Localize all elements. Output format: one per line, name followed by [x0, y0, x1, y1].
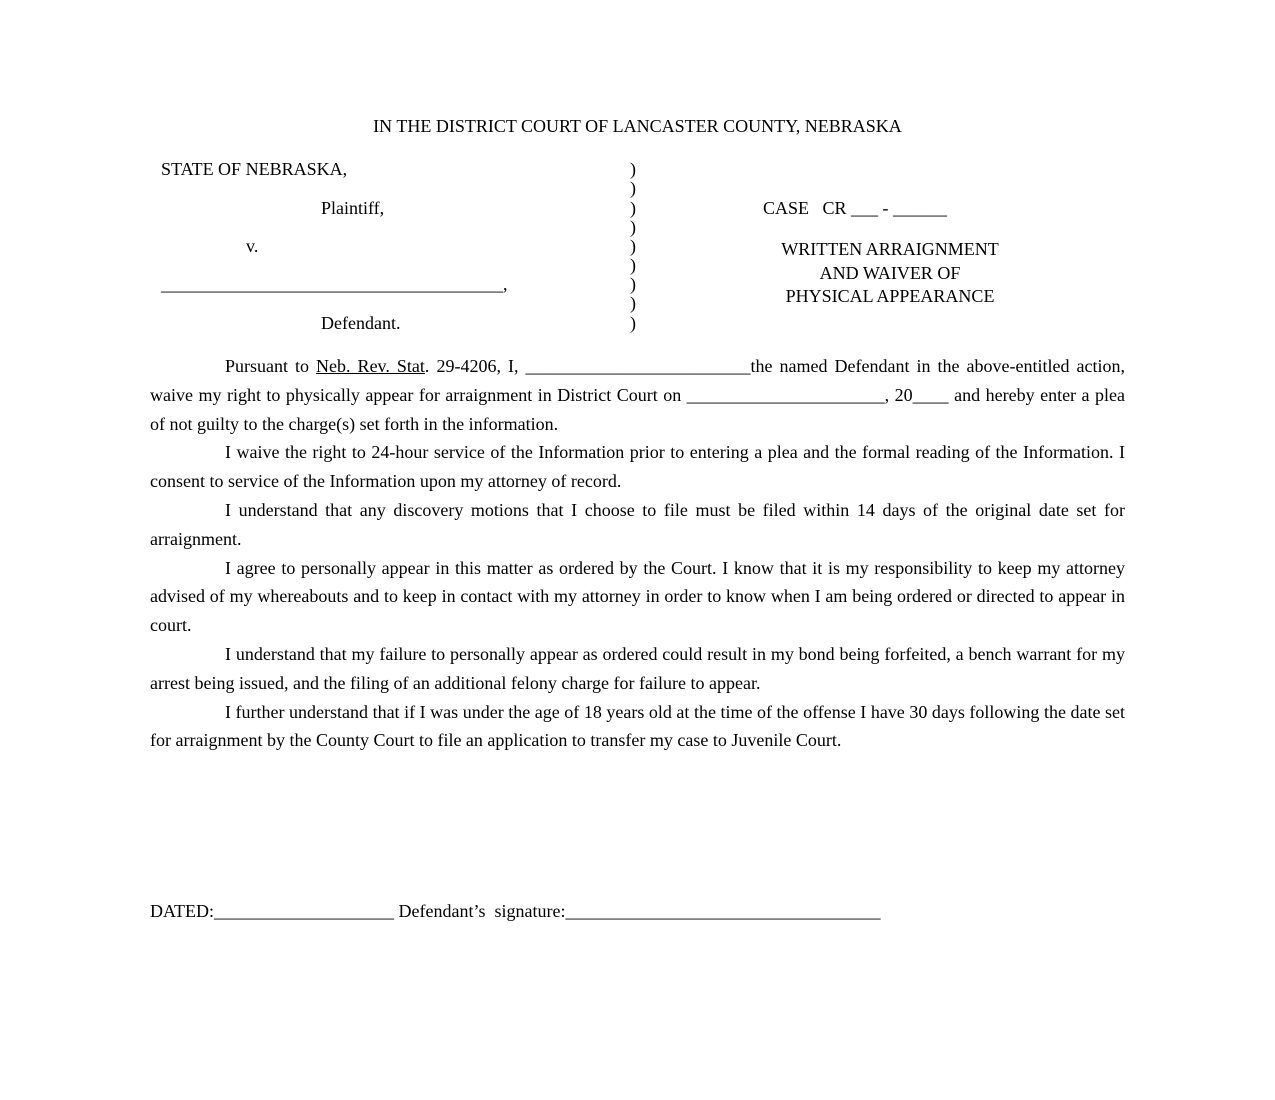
document-title-line: AND WAIVER OF: [819, 263, 961, 283]
paragraph-statute: [150, 352, 1125, 438]
caption-paren: ): [630, 293, 636, 313]
court-title: IN THE DISTRICT COURT OF LANCASTER COUNTY, NEBRASKA: [373, 116, 902, 136]
caption-defendant-label: Defendant.: [321, 313, 401, 333]
caption-paren: ): [630, 198, 636, 218]
caption-plaintiff-party: STATE OF NEBRASKA,: [161, 159, 348, 179]
paragraph-juvenile-transfer: I further understand that if I was under the age of 18 years old at the time of the offense I have 30 days following the date set for arraignment by the County Court to file an application to transfer my case to Juvenile Court.: [150, 701, 1125, 751]
body-text: [150, 352, 1125, 755]
paragraph-service-waiver: I waive the right to 24-hour service of the Information prior to entering a plea and the formal reading of the Information. I consent to service of the Information upon my attorney of record.: [150, 442, 1125, 492]
paragraph-text: . 29-4206, I, _________________________the named Defendant in the above-entitled action, waive my right to physically appear for arraignment in District Court on ______________________, 20____ and hereby enter a plea of not guilty to the charge(s) set forth in the information.: [150, 356, 1125, 434]
signature-line: DATED:____________________ Defendant’s signature:___________________________________: [150, 901, 881, 921]
caption-paren: ): [630, 236, 636, 256]
document-title-line: WRITTEN ARRAIGNMENT: [781, 239, 999, 259]
caption-paren: ): [630, 255, 636, 275]
paragraph-discovery: I understand that any discovery motions that I choose to file must be filed within 14 days of the original date set for arraignment.: [150, 499, 1125, 549]
caption-paren: ): [630, 313, 636, 333]
document-title-line: PHYSICAL APPEARANCE: [785, 286, 995, 306]
caption-paren: ): [630, 159, 636, 179]
caption-paren: ): [630, 217, 636, 237]
caption-paren: ): [630, 178, 636, 198]
case-number: CASE CR ___ - ______: [763, 198, 948, 218]
caption-plaintiff-label: Plaintiff,: [321, 198, 385, 218]
paragraph-appearance: I agree to personally appear in this matter as ordered by the Court. I know that it is my responsibility to keep my attorney advised of my whereabouts and to keep in contact with my attorney in order to know when I am being ordered or directed to appear in court.: [150, 557, 1125, 636]
caption-defendant-name-blank: ______________________________________,: [161, 274, 508, 294]
caption-versus: v.: [246, 236, 259, 256]
statute-citation: Neb. Rev. Stat: [316, 356, 425, 376]
caption-paren: ): [630, 274, 636, 294]
paragraph-text: Pursuant to: [225, 356, 317, 376]
paragraph-failure-to-appear: I understand that my failure to personally appear as ordered could result in my bond being forfeited, a bench warrant for my arrest being issued, and the filing of an additional felony charge for failure to appear.: [150, 643, 1125, 693]
